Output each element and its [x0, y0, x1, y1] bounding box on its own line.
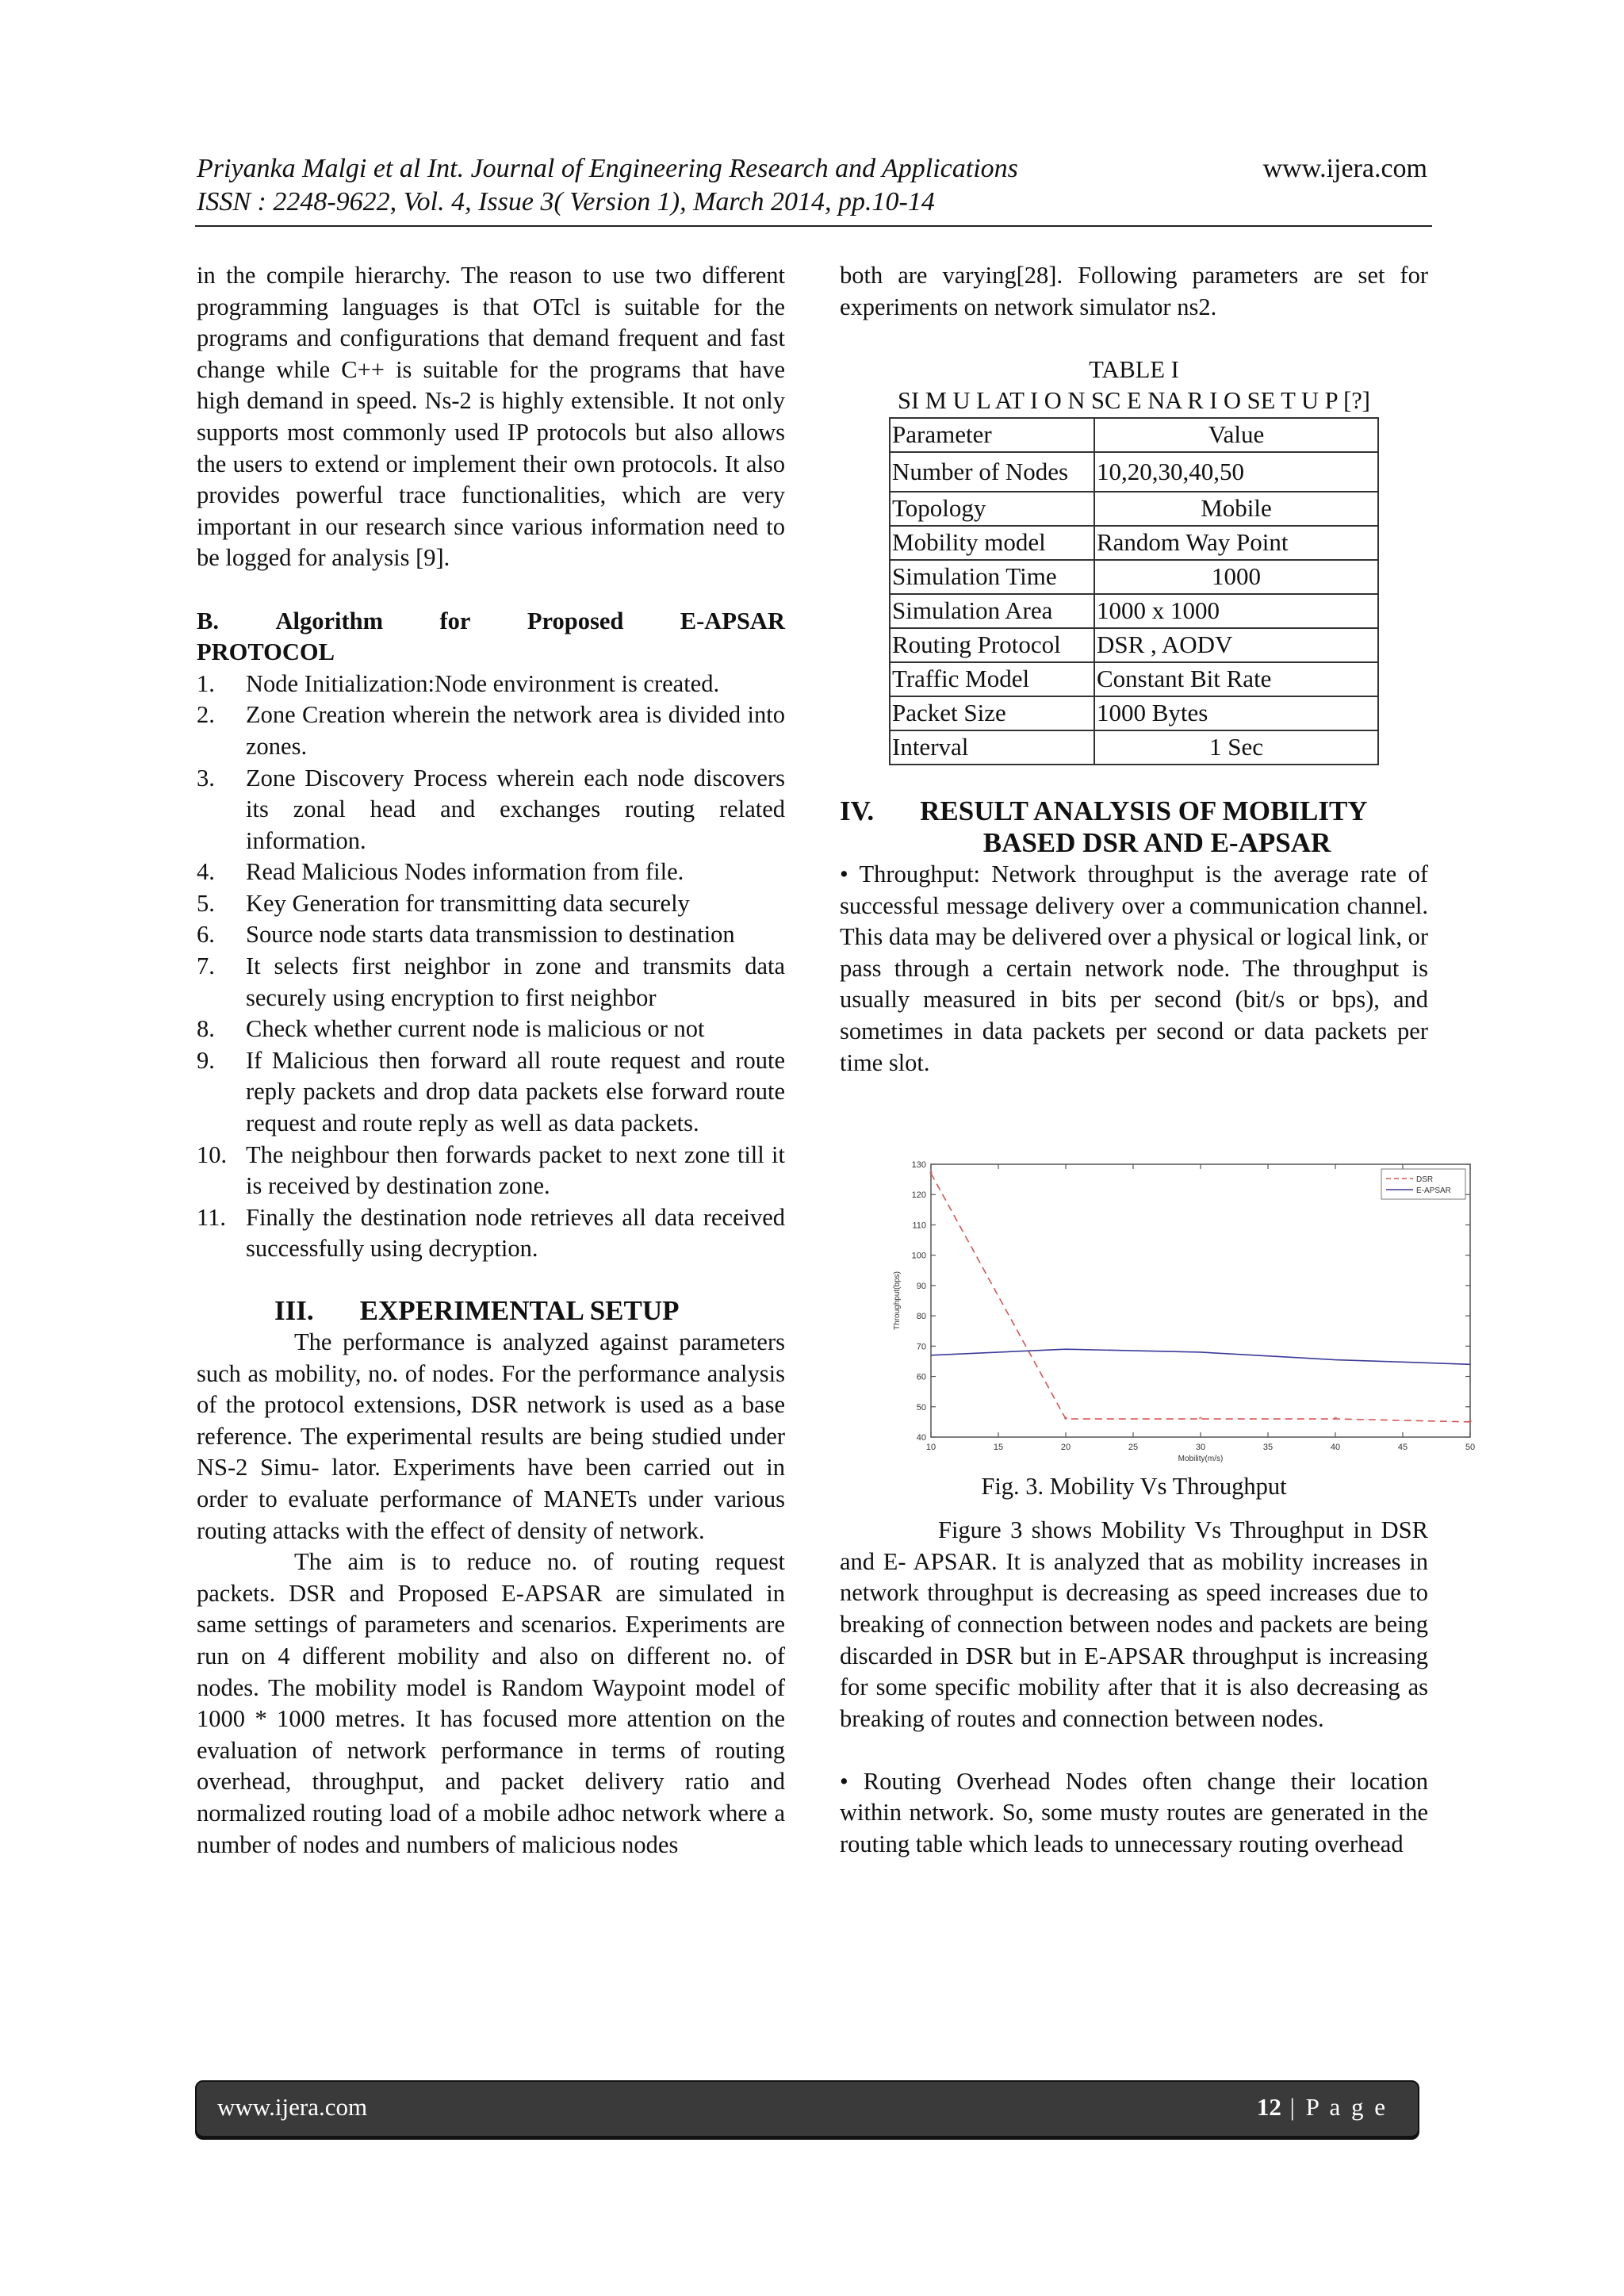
right-column: [840, 260, 1428, 1861]
list-item: [197, 763, 785, 857]
y-tick-label: 70: [916, 1342, 926, 1352]
x-tick-label: 50: [1465, 1443, 1476, 1452]
data-point-marker: *: [1198, 1416, 1203, 1425]
list-item: [197, 1140, 785, 1202]
table-cell: Simulation Area: [890, 594, 1094, 628]
algorithm-heading-word: for: [439, 607, 471, 634]
figure-caption: Fig. 3. Mobility Vs Throughput: [981, 1473, 1287, 1500]
table-cell: Traffic Model: [890, 662, 1094, 696]
journal-citation-line1: Priyanka Malgi et al Int. Journal of Engineering Research and Applications: [197, 154, 1018, 183]
step-number: 8.: [197, 1015, 215, 1043]
y-tick-label: 40: [916, 1433, 926, 1443]
figure-discussion-paragraph: Figure 3 shows Mobility Vs Throughput in DSR and E- APSAR. It is analyzed that as mobility increases in network throughput is decreasing as speed increases due to breaking of connection between nodes and packets are being discarded in DSR but in E-APSAR throughput is increasing for some specific mobility after that it is also decreasing as breaking of routes and connection between nodes.: [840, 1516, 1428, 1732]
routing-overhead-paragraph: • Routing Overhead Nodes often change their location within network. So, some musty routes are generated in the routing table which leads to unnecessary routing overhead: [840, 1767, 1428, 1858]
throughput-paragraph: • Throughput: Network throughput is the average rate of successful message delivery over a communication channel. This data may be delivered over a physical or logical link, or pass through a certain network node. The throughput is usually measured in bits per second (bit/s or bps), and sometimes in data packets per second or data packets per time slot.: [840, 860, 1428, 1076]
list-item: [197, 669, 785, 700]
y-tick-label: 80: [916, 1312, 926, 1322]
list-item: [197, 700, 785, 762]
list-item: [197, 1202, 785, 1265]
table-cell: Interval: [890, 730, 1094, 765]
x-tick-label: 35: [1262, 1443, 1274, 1452]
list-item: [197, 951, 785, 1014]
table-cell: Simulation Time: [890, 560, 1094, 594]
x-tick-label: 40: [1330, 1443, 1341, 1452]
table-row: [890, 560, 1378, 594]
x-tick-label: 30: [1195, 1443, 1206, 1452]
page-word: | P a g e: [1281, 2093, 1388, 2121]
step-number: 9.: [197, 1046, 215, 1074]
step-text: Finally the destination node retrieves all data received successfully using decryption.: [246, 1203, 785, 1263]
list-item: [197, 1014, 785, 1045]
step-number: 4.: [197, 858, 215, 886]
x-tick-label: 10: [925, 1443, 936, 1452]
footer-page-number: [1257, 2093, 1388, 2122]
y-tick-label: 110: [912, 1221, 926, 1231]
table-cell: 1000 Bytes: [1094, 696, 1378, 730]
y-axis-label: Throughput(bps): [893, 1271, 902, 1330]
y-tick-label: 130: [911, 1160, 926, 1170]
table-row: [890, 662, 1378, 696]
algorithm-heading-word: Proposed: [527, 607, 624, 634]
algorithm-heading-word: B.: [197, 607, 219, 634]
ns2-paragraph: in the compile hierarchy. The reason to use two different programming languages is that OTcl is suitable for the programs and configurations that demand frequent and fast change while C++ is suitable for the programs that have high demand in speed. Ns-2 is highly extensible. It not only supports most commonly used IP protocols but also allows the users to extend or implement their own protocols. It also provides powerful trace functionalities, which are very important in our research since various information need to be logged for analysis [9].: [197, 262, 785, 572]
step-text: The neighbour then forwards packet to next zone till it is received by destination zone.: [246, 1140, 785, 1200]
list-item: [197, 857, 785, 888]
step-text: Read Malicious Nodes information from file.: [246, 858, 684, 886]
header-website: www.ijera.com: [1262, 154, 1427, 183]
page-number: 12: [1256, 2093, 1281, 2121]
section-4-heading: [840, 795, 1428, 859]
data-point-marker: *: [1333, 1416, 1338, 1425]
chart-svg: [880, 1156, 1483, 1472]
table-header-row: [890, 418, 1378, 452]
experimental-paragraph-2: The aim is to reduce no. of routing request packets. DSR and Proposed E-APSAR are simulated in same settings of parameters and scenarios. Experiments are run on 4 different mobility and also on different no. of nodes. The mobility model is Random Waypoint model of 1000 * 1000 metres. It has focused more attention on the evaluation of network performance in terms of routing overhead, throughput, and packet delivery ratio and normalized routing load of a mobile adhoc network where a number of nodes and numbers of malicious nodes: [197, 1548, 785, 1858]
algorithm-steps: [197, 669, 785, 1265]
table-cell: Random Way Point: [1094, 526, 1378, 560]
step-text: Source node starts data transmission to destination: [246, 921, 735, 949]
step-text: Zone Discovery Process wherein each node discovers its zonal head and exchanges routing related information.: [246, 764, 785, 854]
step-number: 3.: [197, 764, 215, 792]
x-tick-label: 15: [993, 1443, 1004, 1452]
page-footer: [195, 2080, 1419, 2137]
step-text: Node Initialization:Node environment is created.: [246, 669, 720, 697]
step-number: 10.: [197, 1140, 228, 1168]
step-number: 1.: [197, 669, 215, 697]
table-header-cell: Parameter: [890, 418, 1094, 452]
legend-entry: E-APSAR: [1416, 1186, 1451, 1195]
table-cell: 1000 x 1000: [1094, 594, 1378, 628]
data-point-marker: *: [929, 1170, 933, 1179]
algorithm-heading-line2: PROTOCOL: [197, 638, 335, 666]
header-rule: [195, 225, 1432, 227]
section-number: IV.: [840, 795, 875, 826]
table-row: [890, 452, 1378, 492]
table-cell: 10,20,30,40,50: [1094, 452, 1378, 492]
section-3-heading: [197, 1295, 785, 1327]
step-text: If Malicious then forward all route request and route reply packets and drop data packets else forward route request and route reply as well as data packets.: [246, 1046, 785, 1137]
y-tick-label: 100: [911, 1251, 926, 1261]
table-header-cell: Value: [1094, 418, 1378, 452]
section-title-line2: BASED DSR AND E-APSAR: [982, 826, 1331, 858]
table-row: [890, 492, 1378, 526]
list-item: [197, 1045, 785, 1140]
mobility-throughput-chart: [880, 1156, 1483, 1472]
table-cell: Constant Bit Rate: [1094, 662, 1378, 696]
step-number: 11.: [197, 1203, 226, 1231]
step-number: 5.: [197, 889, 215, 917]
table-row: [890, 526, 1378, 560]
x-tick-label: 45: [1397, 1443, 1408, 1452]
table-cell: DSR , AODV: [1094, 628, 1378, 662]
algorithm-heading: [197, 606, 785, 669]
step-text: Key Generation for transmitting data securely: [246, 889, 690, 917]
left-column: [197, 260, 785, 1861]
y-tick-label: 60: [916, 1372, 926, 1382]
step-text: Zone Creation wherein the network area is divided into zones.: [246, 701, 785, 760]
experimental-paragraph-1: The performance is analyzed against parameters such as mobility, no. of nodes. For the performance analysis of the protocol extensions, DSR network is used as a base reference. The experimental results are being studied under NS-2 Simu- lator. Experiments have been carried out in order to evaluate performance of MANETs under various routing attacks with the effect of density of network.: [197, 1328, 785, 1544]
list-item: [197, 919, 785, 951]
algorithm-heading-word: Algorithm: [275, 607, 383, 634]
step-number: 6.: [197, 921, 215, 949]
table-cell: 1 Sec: [1094, 730, 1378, 765]
table-row: [890, 696, 1378, 730]
table-title: SI M U L AT I O N SC E NA R I O SE T U P [?]: [898, 387, 1370, 415]
section-title: EXPERIMENTAL SETUP: [359, 1295, 680, 1326]
table-row: [890, 628, 1378, 662]
y-tick-label: 50: [916, 1402, 926, 1412]
running-header: [197, 152, 1018, 219]
parameters-intro: both are varying[28]. Following parameters are set for experiments on network simulator ns2.: [840, 262, 1428, 320]
x-tick-label: 20: [1060, 1443, 1071, 1452]
table-row: [890, 730, 1378, 765]
data-point-marker: *: [1468, 1418, 1473, 1428]
section-number: III.: [274, 1295, 314, 1326]
plot-area: [931, 1164, 1470, 1437]
table-cell: Packet Size: [890, 696, 1094, 730]
x-tick-label: 25: [1128, 1443, 1139, 1452]
table-cell: Mobility model: [890, 526, 1094, 560]
y-tick-label: 120: [911, 1190, 926, 1201]
section-title-line1: RESULT ANALYSIS OF MOBILITY: [920, 795, 1368, 826]
table-cell: 1000: [1094, 560, 1378, 594]
simulation-setup-table: [889, 417, 1379, 765]
step-text: Check whether current node is malicious or not: [246, 1015, 705, 1043]
step-number: 7.: [197, 953, 215, 980]
table-cell: Topology: [890, 492, 1094, 526]
y-tick-label: 90: [916, 1281, 926, 1291]
journal-citation-line2: ISSN : 2248-9622, Vol. 4, Issue 3( Version 1), March 2014, pp.10-14: [197, 187, 935, 217]
footer-website: www.ijera.com: [217, 2093, 368, 2121]
list-item: [197, 888, 785, 920]
data-point-marker: *: [1063, 1416, 1068, 1425]
step-text: It selects first neighbor in zone and transmits data securely using encryption to first neighbor: [246, 953, 785, 1011]
x-axis-label: Mobility(m/s): [1178, 1455, 1224, 1463]
table-row: [890, 594, 1378, 628]
table-cell: Number of Nodes: [890, 452, 1094, 492]
algorithm-heading-word: E-APSAR: [680, 607, 785, 634]
table-cell: Mobile: [1094, 492, 1378, 526]
table-cell: Routing Protocol: [890, 628, 1094, 662]
legend-entry: DSR: [1416, 1175, 1434, 1184]
table-label: TABLE I: [1089, 355, 1179, 383]
step-number: 2.: [197, 701, 215, 729]
